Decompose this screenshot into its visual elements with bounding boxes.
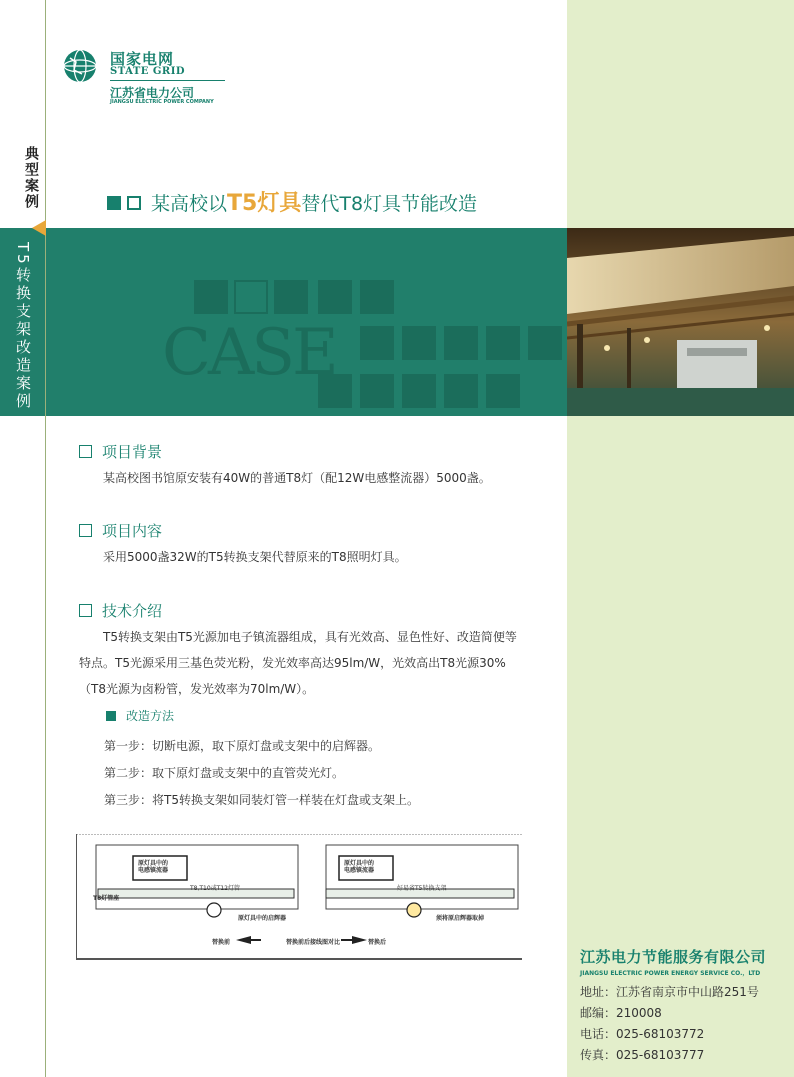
state-grid-logo xyxy=(62,44,232,106)
company-name-en: JIANGSU ELECTRIC POWER ENERGY SERVICE CO.，LTD xyxy=(580,970,761,977)
diagram-tube-right: 好易省T5转换支架 xyxy=(397,885,447,892)
logo-cn: 国家电网 xyxy=(110,50,175,68)
sidebar-arrow-icon xyxy=(32,220,46,236)
logo-company-en: JIANGSU ELECTRIC POWER COMPANY xyxy=(110,99,214,105)
heading-text: 项目内容 xyxy=(102,522,163,540)
company-zip: 邮编：210008 xyxy=(580,1006,662,1020)
banner-square xyxy=(360,374,394,408)
starter-left-icon xyxy=(207,903,221,917)
background-text: 某高校图书馆原安装有40W的普通T8灯（配12W电感整流器）5000盏。 xyxy=(103,471,491,485)
diagram-ballast-right: 原灯具中的 电感镇流器 xyxy=(344,860,375,874)
filled-square-icon xyxy=(107,196,121,210)
diagram-tube-left: T8,T10或T12灯管 xyxy=(190,885,240,892)
logo-en: STATE GRID xyxy=(110,66,186,77)
banner-square xyxy=(444,374,478,408)
method-heading xyxy=(106,707,174,724)
logo-divider xyxy=(110,80,225,81)
title-prefix: 某高校以 xyxy=(151,193,228,215)
heading-text: 改造方法 xyxy=(126,709,175,723)
logo-company-cn: 江苏省电力公司 xyxy=(110,86,195,100)
content-text: 采用5000盏32W的T5转换支架代替原来的T8照明灯具。 xyxy=(103,550,407,564)
banner-square xyxy=(402,326,436,360)
diagram-socket-label: T8灯管座 xyxy=(93,895,120,902)
banner-watermark: CASE xyxy=(162,316,336,390)
banner-square xyxy=(194,280,228,314)
page-title xyxy=(107,186,477,217)
checkbox-square-icon xyxy=(79,524,92,537)
company-phone: 电话：025-68103772 xyxy=(580,1027,705,1041)
diagram-starter-left: 原灯具中的启辉器 xyxy=(238,915,287,922)
heading-text: 技术介绍 xyxy=(102,602,163,620)
banner-square xyxy=(318,280,352,314)
banner-square xyxy=(274,280,308,314)
diagram-after: 替换后 xyxy=(368,939,387,946)
case-banner xyxy=(46,228,567,416)
sidebar-subtitle: T5转换支架改造案例 xyxy=(14,242,32,411)
banner-square xyxy=(402,374,436,408)
title-highlight: T5灯具 xyxy=(227,191,302,216)
company-name: 江苏电力节能服务有限公司 xyxy=(580,948,767,966)
company-fax: 传真：025-68103777 xyxy=(580,1048,705,1062)
diagram-starter-right: 须将原启辉器取掉 xyxy=(436,915,485,922)
banner-square xyxy=(360,280,394,314)
checkbox-square-icon xyxy=(79,604,92,617)
factory-photo xyxy=(567,228,794,416)
banner-square xyxy=(234,280,268,314)
checkbox-square-icon xyxy=(79,445,92,458)
banner-square xyxy=(444,326,478,360)
filled-square-icon xyxy=(106,711,116,721)
method-step: 第三步：将T5转换支架如同装灯管一样装在灯盘或支架上。 xyxy=(104,793,419,807)
method-step: 第二步：取下原灯盘或支架中的直管荧光灯。 xyxy=(104,766,345,780)
section-heading-tech xyxy=(79,600,162,621)
company-address: 地址：江苏省南京市中山路251号 xyxy=(580,985,759,999)
title-suffix: 替代T8灯具节能改造 xyxy=(301,193,478,215)
section-heading-content xyxy=(79,520,162,541)
starter-right-icon xyxy=(407,903,421,917)
right-panel xyxy=(567,0,794,1077)
left-divider xyxy=(45,0,46,1077)
diagram-middle: 替换前后接线图对比 xyxy=(286,939,341,946)
sidebar-category: 典型案例 xyxy=(23,146,39,210)
tech-text: T5转换支架由T5光源加电子镇流器组成，具有光效高、显色性好、改造简便等特点。T5光源采用三基色荧光粉，发光效率高达95lm/W，光效高出T8光源30%（T8光源为卤粉管，发光效率为70lm/W）。 xyxy=(79,630,517,696)
banner-square xyxy=(486,374,520,408)
banner-square xyxy=(528,326,562,360)
banner-square xyxy=(486,326,520,360)
section-heading-background xyxy=(79,441,162,462)
diagram-ballast-left: 原灯具中的 电感镇流器 xyxy=(138,860,169,874)
banner-square xyxy=(360,326,394,360)
method-step: 第一步：切断电源，取下原灯盘或支架中的启辉器。 xyxy=(104,739,381,753)
heading-text: 项目背景 xyxy=(102,443,163,461)
company-info xyxy=(580,946,786,1061)
globe-icon xyxy=(62,48,98,84)
empty-square-icon xyxy=(127,196,141,210)
diagram-before: 替换前 xyxy=(212,939,231,946)
